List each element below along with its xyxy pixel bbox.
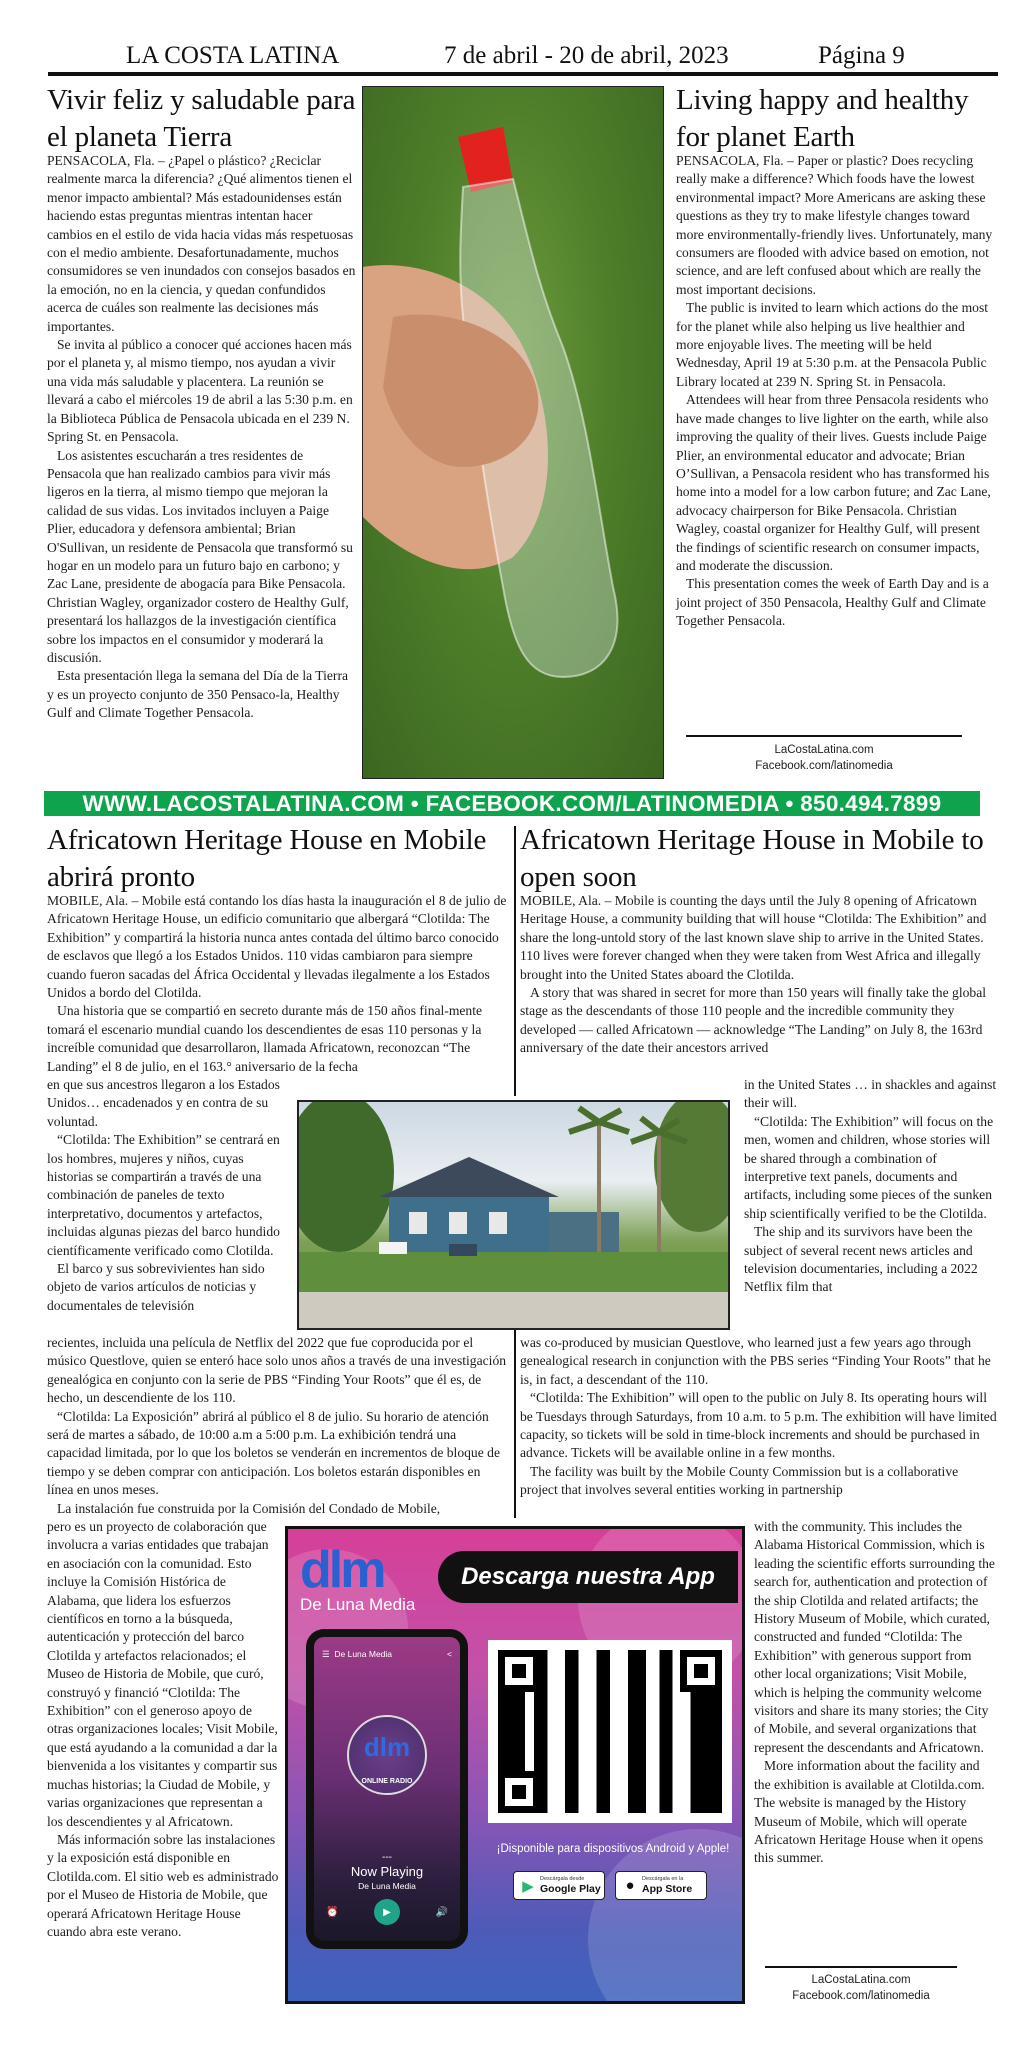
paragraph: “Clotilda: La Exposición” abrirá al público el 8 de julio. Su horario de atención será de martes a sábado, de 10:00 a.m a 5:00 p.m. La exhibición tendrá una capacidad limitada, por lo que los boletos se venderán en incrementos de bloque de tiempo y se deben comprar con anticipación. Los boletos estarán disponibles en línea en unos meses. [47,1408,500,1498]
credit-rule [765,1966,957,1968]
availability-text: ¡Disponible para dispositivos Android y Apple! [496,1843,730,1855]
app-store-small: Descárgala en la [642,1876,684,1882]
article-en-2-body-bottom [754,1518,998,1868]
paragraph: Los asistentes escucharán a tres residentes de Pensacola que han realizado cambios para vivir más ligeros en la tierra, al mismo tiempo que mejoran la calidad de sus vidas. Los invitados incluyen a Paige Plier, educadora y defensora ambiental; Brian O'Sullivan, un residente de Pensacola que transformó su hogar en un modelo para un futuro bajo en carbono; y Zac Lane, presidente de abogacía para Bike Pensacola. Christian Wagley, organizador costero de Healthy Gulf, presentará los hallazgos de la investigación científica sobre los impactos en el consumidor y moderará la discusión. [47,447,353,665]
paragraph: PENSACOLA, Fla. – ¿Papel o plástico? ¿Reciclar realmente marca la diferencia? ¿Qué alimentos tienen el menor impacto ambiental? Más estadounidenses están haciendo estas preguntas mientras intentan hacer cambios en el estilo de vida hacia vidas más respetuosas con el medio ambiente. Desafortunadamente, muchos consumidores se ven inundados con consejos basados en la emoción, no en la ciencia, y quedan confundidos acerca de cuáles son realmente las decisiones más importantes. [47,153,356,334]
player-controls [326,1899,448,1925]
menu-icon: ☰ [322,1649,330,1659]
paragraph: The facility was built by the Mobile County Commission but is a collaborative project that involves several entities working in partnership [520,1463,959,1498]
article-en-2-body-wrap [744,1076,998,1297]
paragraph: “Clotilda: The Exhibition” se centrará en los hombres, mujeres y niños, cuyas historias se compartirán a través de una combinación de paneles de texto interpretativo, documentos y artefactos, incluidas algunas piezas del barco hundido científicamente verificado como Clotilda. [47,1132,280,1258]
qr-code [488,1640,732,1823]
masthead [48,42,998,72]
paragraph: MOBILE, Ala. – Mobile está contando los días hasta la inauguración el 8 de julio de Africatown Heritage House, un edificio comunitario que albergará “Clotilda: The Exhibition” y compartirá la historia nunca antes contada del último barco conocido de esclavos que llegó a los Estados Unidos. 110 vidas cambiaron para siempre cuando fueron sacadas del África Occidental y llevadas ilegalmente a los Estados Unidos a bordo del Clotilda. [47,893,507,1001]
paragraph: “Clotilda: The Exhibition” will focus on the men, women and children, whose stories will be shared through a combination of interpretive text panels, documents and artifacts, including some pieces of the sunken ship scientifically verified to be the Clotilda. [744,1113,994,1221]
bottle-illustration [363,87,664,779]
de-luna-media-ad [285,1526,745,2004]
article-es-2-body-top [47,892,509,1076]
bottle-photo [362,86,664,779]
google-play-label: Google Play [540,1883,601,1895]
alarm-icon: ⏰ [326,1906,339,1918]
now-playing-station: De Luna Media [358,1881,416,1891]
article-en-1-body [676,152,994,631]
paragraph: pero es un proyecto de colaboración que involucra a varias entidades que trabajan en asociación con la comunidad. Esto incluye la Comisión Histórica de Alabama, que lidera los esfuerzos científicos en torno a la búsqueda, autenticación y protección del barco Clotilda y artefactos relacionados; el Museo de Historia de Mobile, que curó, construyó y financió “Clotilda: The Exhibition” con el generoso apoyo de otras organizaciones locales; Visit Mobile, que está ayudando a la comunidad a dar la bienvenida a los visitantes y compartir sus muchas historias; la Ciudad de Mobile, y varias organizaciones que representan a los descendientes y al Africatown. [47,1519,278,1829]
heritage-house-photo [297,1100,730,1330]
paragraph: en que sus ancestros llegaron a los Estados Unidos… encadenados y en contra de su voluntad. [47,1077,280,1129]
ad-title: Descarga nuestra App [438,1551,738,1603]
article-es-1-headline: Vivir feliz y saludable para el planeta Tierra [47,84,356,153]
paragraph: A story that was shared in secret for more than 150 years will finally take the global stage as the descendants of those 110 people and the incredible community they developed — called Africatown — acknowledge “The Landing” on July 8, the 163rd anniversary of the date their ancestors arrived [520,985,987,1056]
article-en-2-credit [765,1972,957,2004]
share-icon: < [447,1649,452,1659]
google-play-icon: ▶ [522,1877,534,1895]
phone-mockup [306,1629,468,1949]
credit-facebook: Facebook.com/latinomedia [755,760,893,772]
now-playing [314,1852,460,1892]
article-es-2-body-wrap [47,1076,287,1315]
credit-website: LaCostaLatina.com [774,744,874,756]
paragraph: La instalación fue construida por la Comisión del Condado de Mobile, [57,1500,441,1516]
now-playing-dash: --- [382,1852,392,1863]
credit-facebook: Facebook.com/latinomedia [792,1990,930,2002]
dlm-logo-letters: dlm [300,1541,384,1599]
credit-rule [686,735,962,737]
apple-icon: ● [625,1877,635,1894]
credit-website: LaCostaLatina.com [811,1974,911,1986]
dlm-logo [300,1541,435,1617]
article-en-2-body-top [520,892,998,1058]
qr-finder [680,1650,722,1692]
article-en-1-headline: Living happy and healthy for planet Earth [676,84,969,153]
masthead-rule [48,72,998,76]
issue-date-range: 7 de abril - 20 de abril, 2023 [444,42,729,69]
article-es-1-body [47,152,357,723]
qr-finder [498,1650,540,1692]
google-play-badge[interactable] [513,1871,605,1900]
qr-pattern [498,1650,722,1813]
paragraph: MOBILE, Ala. – Mobile is counting the days until the July 8 opening of Africatown Heritage House, a community building that will house “Clotilda: The Exhibition” and share the long-untold story of the last known slave ship to arrive in the United States. 110 lives were forever changed when they were taken from West Africa and illegally brought into the United States aboard the Clotilda. [520,893,987,982]
article-en-1-credit [686,742,962,774]
paragraph: PENSACOLA, Fla. – Paper or plastic? Does recycling really make a difference? Which foods have the lowest environmental impact? More Americans are asking these questions as they try to make lifestyle changes toward more environmentally-friendly lives. Unfortunately, many consumers are flooded with advice based on emotion, not science, and are left confused about which are really the most important decisions. [676,153,993,297]
paragraph: Se invita al público a conocer qué acciones hacen más por el planeta y, al mismo tiempo, nos ayudan a vivir una vida más saludable y placentera. La reunión se llevará a cabo el miércoles 19 de abril a las 5:30 p.m. en la Biblioteca Pública de Pensacola ubicada en el 239 N. Spring St. en Pensacola. [47,337,353,445]
paragraph: “Clotilda: The Exhibition” will open to the public on July 8. Its operating hours will be Tuesdays through Saturdays, from 10 a.m. to 5 p.m. The exhibition will have limited capacity, so tickets will be sold in time-block increments and should be purchased in advance. Tickets will be available online in a few months. [520,1390,997,1461]
phone-app-name: De Luna Media [334,1649,393,1659]
paragraph: was co-produced by musician Questlove, who learned just a few years ago through genealogical research in conjunction with the PBS series “Finding Your Roots” that he is, in fact, a descendant of the 110. [520,1335,991,1387]
article-es-2-body-bottom [47,1518,279,1941]
paper-name: LA COSTA LATINA [126,42,340,69]
volume-icon: 🔊 [435,1906,448,1918]
app-store-badge[interactable] [615,1871,707,1900]
column-divider [514,1330,516,1518]
phone-screen [314,1637,460,1941]
page-number: Página 9 [818,42,905,69]
article-en-2-body-mid [520,1334,998,1500]
decor-circle [588,1829,745,2004]
article-es-2-body-mid [47,1334,509,1518]
paragraph: The public is invited to learn which actions do the most for the planet while also helping us live healthier and more enjoyable lives. The meeting will be held Wednesday, April 19 at 5:30 p.m. at the Pensacola Public Library located at 239 N. Spring St. in Pensacola. [676,300,989,389]
phone-app-bar [322,1649,452,1660]
article-es-2-headline: Africatown Heritage House en Mobile abrirá pronto [47,824,487,893]
paragraph: The ship and its survivors have been the subject of several recent news articles and television documentaries, including a 2022 Netflix film that [744,1224,978,1295]
paragraph: Más información sobre las instalaciones y la exposición está disponible en Clotilda.com. El sitio web es administrado por el Museo de Historia de Mobile, que operará Africatown Heritage House cuando abra este verano. [47,1831,279,1939]
play-icon: ▶ [374,1899,400,1925]
app-store-label: App Store [642,1883,693,1895]
paragraph: Una historia que se compartió en secreto durante más de 150 años final-mente tomará el escenario mundial cuando los descendientes de esas 110 personas y la increíble comunidad que desarrollaron, llamada Africatown, reconozcan “The Landing” el 8 de julio, en el 163.° aniversario de la fecha [47,1003,483,1074]
contact-banner: WWW.LACOSTALATINA.COM • FACEBOOK.COM/LATINOMEDIA • 850.494.7899 [44,791,980,816]
qr-finder [498,1771,540,1813]
online-radio-caption: ONLINE RADIO [361,1778,413,1785]
article-en-2-headline: Africatown Heritage House in Mobile to open soon [520,824,984,893]
dlm-logo-name: De Luna Media [300,1595,416,1614]
paragraph: Attendees will hear from three Pensacola residents who have made changes to live lighter on the earth, while also improving the quality of their lives. Guests include Paige Plier, an environmental educator and advocate; Brian O’Sullivan, a Pensacola resident who has transformed his home into a model for a low carbon future; and Zac Lane, advocacy chairperson for Bike Pensacola. Christian Wagley, coastal organizer for Healthy Gulf, will present the findings of scientific research on consumer impacts, and moderate the discussion. [676,392,991,573]
paragraph: This presentation comes the week of Earth Day and is a joint project of 350 Pensacola, Healthy Gulf and Climate Together Pensacola. [676,576,989,629]
now-playing-title: Now Playing [350,1864,424,1879]
house-illustration [299,1102,728,1328]
paragraph: El barco y sus sobrevivientes han sido objeto de varios artículos de noticias y documentales de televisión [47,1261,265,1313]
paragraph: Esta presentación llega la semana del Día de la Tierra y es un proyecto conjunto de 350 Pensaco-la, Healthy Gulf and Climate Together Pensacola. [47,668,349,721]
google-play-small: Descárgala desde [540,1876,585,1882]
phone-dlm-logo: dlm ONLINE RADIO [347,1715,427,1795]
paragraph: recientes, incluida una película de Netflix del 2022 que fue coproducida por el músico Questlove, quien se enteró hace solo unos años a través de una investigación genealógica en conjunto con la serie de PBS “Finding Your Roots” que él es, de hecho, un descendiente de los 110. [47,1335,507,1406]
column-divider [514,826,516,1096]
paragraph: in the United States … in shackles and against their will. [744,1077,997,1111]
paragraph: with the community. This includes the Alabama Historical Commission, which is leading the scientific efforts surrounding the search for, authentication and protection of the ship Clotilda and related artifacts; the History Museum of Mobile, which curated, constructed and funded “Clotilda: The Exhibition” with generous support from other local organizations; Visit Mobile, which is helping the community welcome visitors and share its many stories; the City of Mobile, and several organizations that represent the descendants and Africatown. [754,1519,995,1755]
paragraph: More information about the facility and the exhibition is available at Clotilda.com. The website is managed by the History Museum of Mobile, which will operate Africatown Heritage House when it opens this summer. [754,1758,985,1866]
